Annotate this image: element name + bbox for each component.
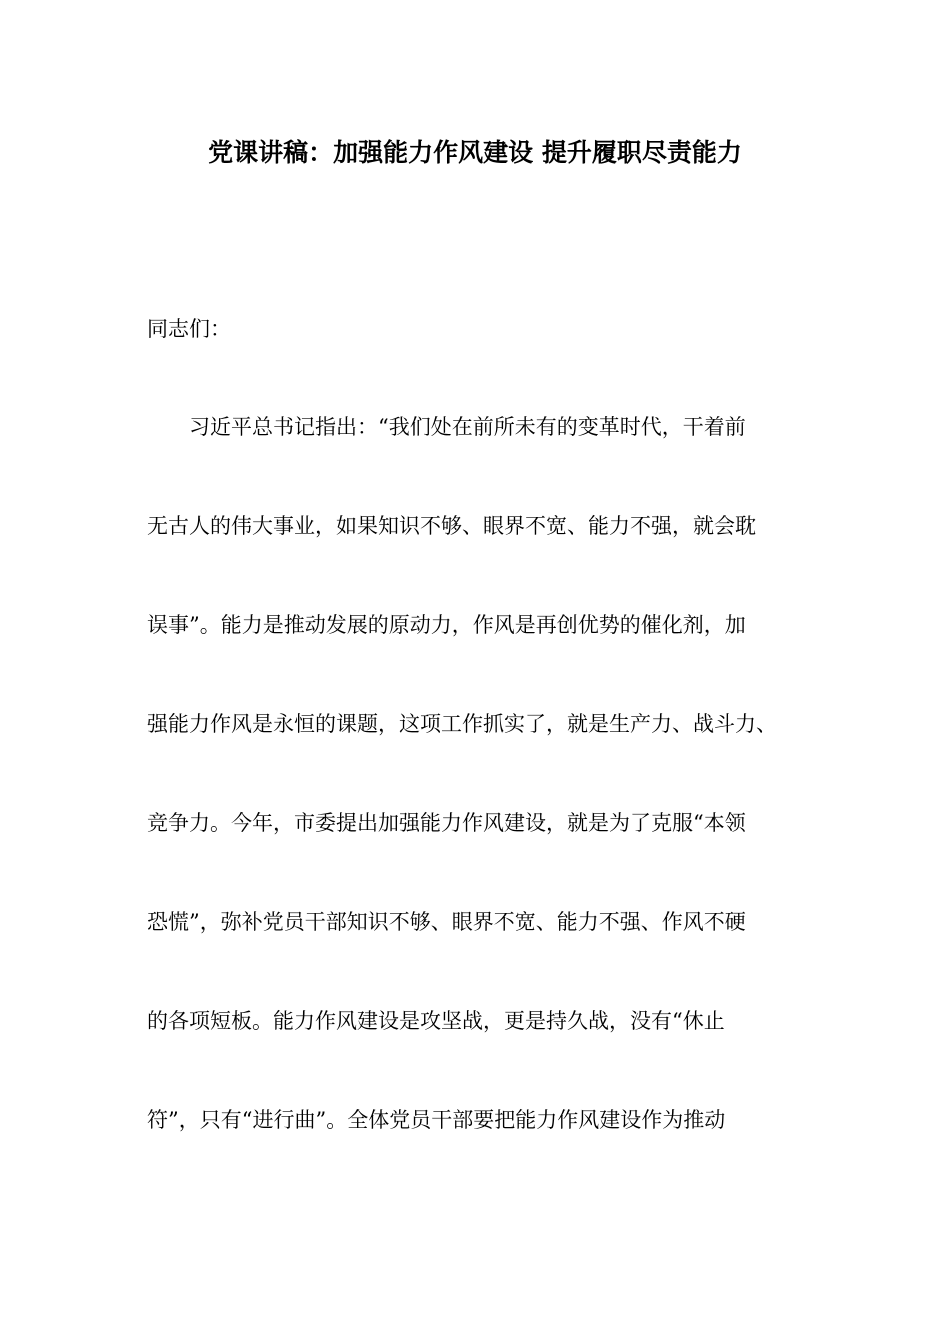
body-line: 的各项短板。能力作风建设是攻坚战，更是持久战，没有“休止 xyxy=(147,1009,725,1033)
body-line: 符”，只有“进行曲”。全体党员干部要把能力作风建设作为推动 xyxy=(147,1108,726,1132)
body-line: 竞争力。今年，市委提出加强能力作风建设，就是为了克服“本领 xyxy=(147,811,746,835)
document-title: 党课讲稿：加强能力作风建设 提升履职尽责能力 xyxy=(208,138,742,167)
salutation: 同志们： xyxy=(147,317,231,341)
body-line: 恐慌”，弥补党员干部知识不够、眼界不宽、能力不强、作风不硬 xyxy=(147,910,746,934)
body-line: 无古人的伟大事业，如果知识不够、眼界不宽、能力不强，就会耽 xyxy=(147,514,756,538)
body-line: 强能力作风是永恒的课题，这项工作抓实了，就是生产力、战斗力、 xyxy=(147,712,777,736)
body-line: 误事”。能力是推动发展的原动力，作风是再创优势的催化剂，加 xyxy=(147,613,746,637)
body-line: 习近平总书记指出：“我们处在前所未有的变革时代，干着前 xyxy=(147,415,746,439)
